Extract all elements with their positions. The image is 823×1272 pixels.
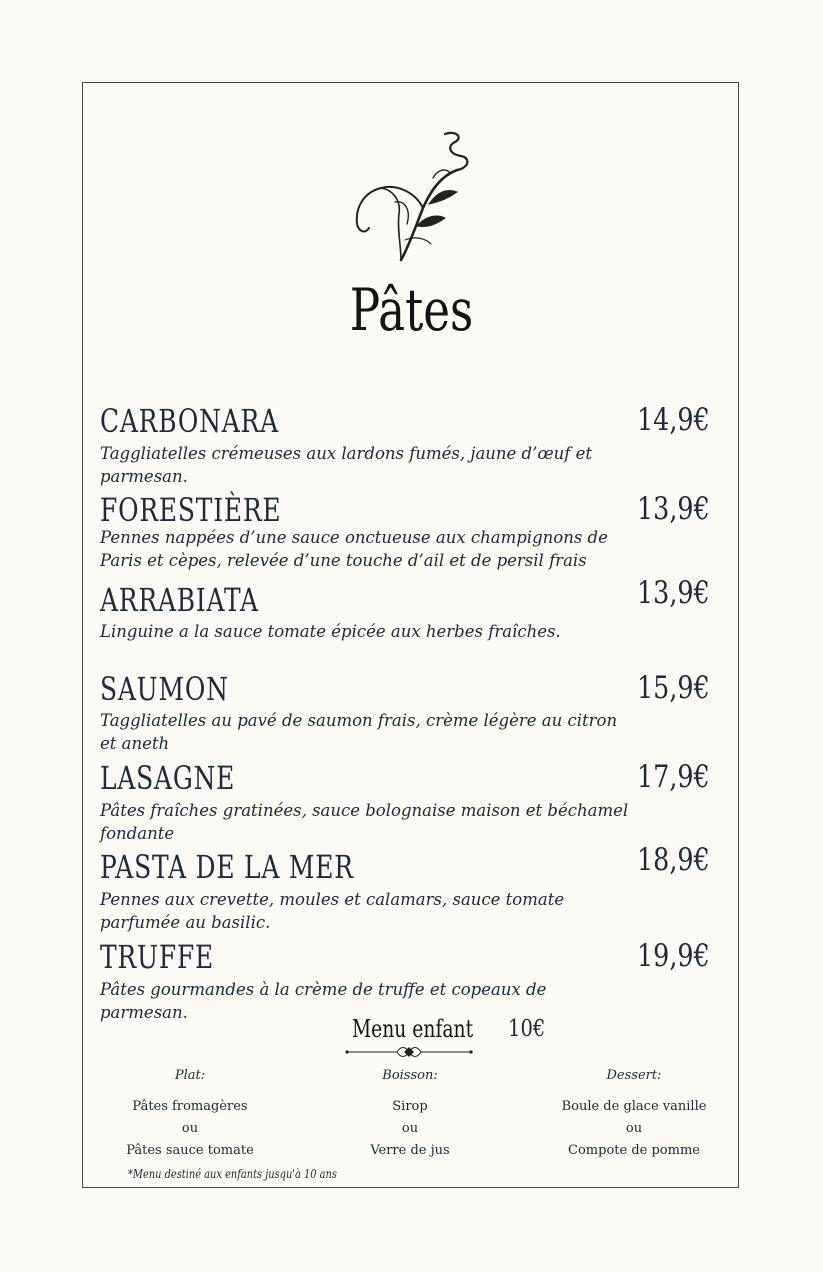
kids-menu-column-dessert	[524, 1068, 744, 1162]
dish-name-forestiere: FORESTIÈRE	[100, 491, 282, 529]
kids-column-heading: Boisson:	[382, 1068, 438, 1083]
kids-menu-column-plat	[80, 1068, 300, 1162]
diamond-divider-icon	[345, 1043, 473, 1061]
kids-option: Sirop	[392, 1099, 428, 1114]
kids-option: Compote de pomme	[568, 1143, 700, 1158]
kids-column-heading: Plat:	[174, 1068, 206, 1083]
dish-description-forestiere: Pennes nappées d’une sauce onctueuse aux champignons de Paris et cèpes, relevée d’une touche d’ail et de persil frais	[100, 528, 608, 570]
dish-description-lasagne: Pâtes fraîches gratinées, sauce bolognaise maison et béchamel fondante	[100, 801, 629, 843]
kids-menu-title: Menu enfant	[352, 1015, 474, 1043]
kids-option-separator: ou	[181, 1121, 199, 1136]
kids-option: Pâtes fromagères	[132, 1099, 248, 1114]
dish-name-truffe: TRUFFE	[100, 938, 215, 976]
dish-name-lasagne: LASAGNE	[100, 759, 236, 797]
dish-name-arrabiata: ARRABIATA	[100, 581, 259, 619]
dish-description-arrabiata: Linguine a la sauce tomate épicée aux herbes fraîches.	[100, 622, 561, 641]
kids-menu-price: 10€	[508, 1016, 546, 1042]
kids-option: Verre de jus	[370, 1143, 450, 1158]
dish-description-truffe: Pâtes gourmandes à la crème de truffe et copeaux de parmesan.	[100, 980, 547, 1022]
dish-description-carbonara: Taggliatelles crémeuses aux lardons fumés, jaune d’œuf et parmesan.	[100, 444, 593, 486]
dish-name-carbonara: CARBONARA	[100, 402, 279, 440]
kids-menu-column-boisson	[300, 1068, 520, 1162]
page-title: Pâtes	[349, 276, 474, 344]
dish-description-pasta-de-la-mer: Pennes aux crevette, moules et calamars, sauce tomate parfumée au basilic.	[100, 890, 565, 932]
kids-option-separator: ou	[401, 1121, 419, 1136]
kids-option-separator: ou	[625, 1121, 643, 1136]
dish-name-pasta-de-la-mer: PASTA DE LA MER	[100, 848, 354, 886]
dish-name-saumon: SAUMON	[100, 670, 229, 708]
kids-menu-note: *Menu destiné aux enfants jusqu'à 10 ans	[128, 1167, 337, 1181]
dish-price-carbonara: 14,9€	[637, 402, 710, 438]
dish-price-pasta-de-la-mer: 18,9€	[637, 842, 710, 878]
dish-price-saumon: 15,9€	[637, 670, 710, 706]
dish-price-truffe: 19,9€	[637, 938, 710, 974]
kids-column-heading: Dessert:	[606, 1068, 662, 1083]
dish-price-forestiere: 13,9€	[637, 491, 710, 527]
dish-price-lasagne: 17,9€	[637, 759, 710, 795]
kids-option: Pâtes sauce tomate	[126, 1143, 254, 1158]
dish-price-arrabiata: 13,9€	[637, 575, 710, 611]
kids-option: Boule de glace vanille	[561, 1099, 707, 1114]
floral-flourish-icon	[345, 128, 475, 264]
dish-description-saumon: Taggliatelles au pavé de saumon frais, crème légère au citron et aneth	[100, 711, 618, 753]
